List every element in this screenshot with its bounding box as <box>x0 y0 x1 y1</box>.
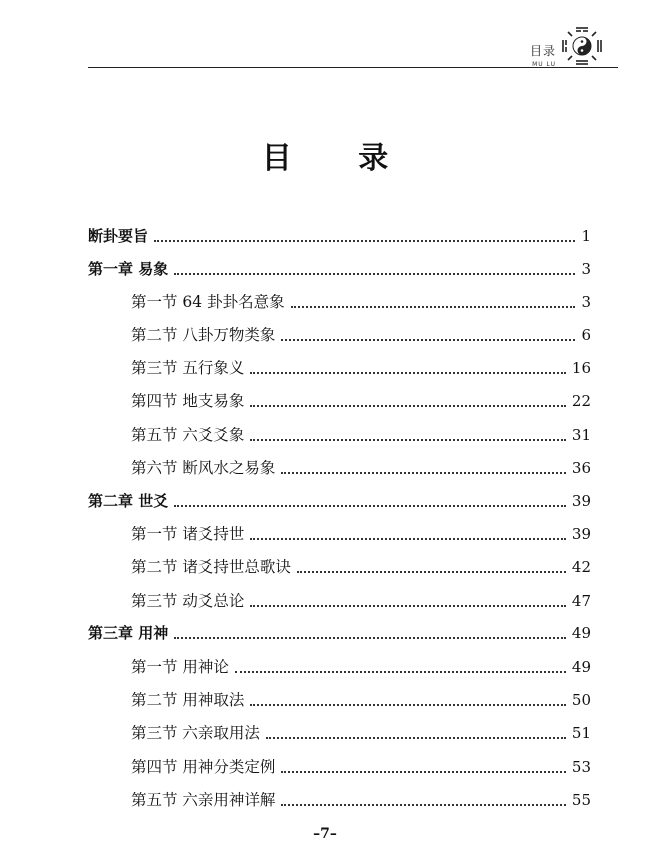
dot-leader <box>291 306 575 308</box>
header-text <box>530 42 556 68</box>
toc-entry-label: 第三节 六亲取用法 <box>131 724 260 742</box>
dot-leader <box>250 538 565 540</box>
toc-section-entry[interactable] <box>131 385 591 411</box>
toc-entry-page: 6 <box>581 326 591 344</box>
dot-leader <box>281 472 565 474</box>
toc-entry-label: 第六节 断风水之易象 <box>131 459 276 477</box>
toc-section-entry[interactable] <box>131 518 591 544</box>
dot-leader <box>250 439 565 441</box>
toc-entry-label: 第五节 六爻爻象 <box>131 426 245 444</box>
dot-leader <box>250 372 565 374</box>
toc-section-entry[interactable] <box>131 452 591 478</box>
toc-entry-label: 第一节 用神论 <box>131 658 229 676</box>
toc-entry-page: 16 <box>571 359 591 377</box>
toc-entry-label: 断卦要旨 <box>88 227 149 245</box>
toc-entry-label: 第四节 用神分类定例 <box>131 758 276 776</box>
toc-entry-label: 第一章 易象 <box>88 260 169 278</box>
toc-entry-label: 第二节 用神取法 <box>131 691 245 709</box>
toc-entry-page: 49 <box>571 624 591 642</box>
toc-entry-page: 36 <box>571 459 591 477</box>
toc-entry-label: 第二章 世爻 <box>88 492 169 510</box>
toc-section-entry[interactable] <box>131 419 591 445</box>
toc-entry-label: 第四节 地支易象 <box>131 392 245 410</box>
toc-entry-page: 31 <box>571 426 591 444</box>
page-number: –7– <box>313 826 337 842</box>
toc-entry-page: 50 <box>571 691 591 709</box>
dot-leader <box>174 505 566 507</box>
toc-entry-page: 49 <box>571 658 591 676</box>
running-header <box>88 20 618 70</box>
toc-chapter-entry[interactable] <box>88 485 591 511</box>
toc-section-entry[interactable] <box>131 717 591 743</box>
toc-entry-label: 第三章 用神 <box>88 624 169 642</box>
toc-entry-label: 第三节 动爻总论 <box>131 592 245 610</box>
toc-entry-page: 3 <box>581 293 591 311</box>
toc-section-entry[interactable] <box>131 551 591 577</box>
toc-entry-page: 39 <box>571 492 591 510</box>
toc-chapter-entry[interactable] <box>88 617 591 643</box>
toc-section-entry[interactable] <box>131 684 591 710</box>
toc-entry-page: 55 <box>571 791 591 809</box>
dot-leader <box>266 737 566 739</box>
dot-leader <box>154 240 575 242</box>
toc-entry-page: 42 <box>571 558 591 576</box>
dot-leader <box>281 771 565 773</box>
header-subtitle: MU LU <box>532 61 556 68</box>
dot-leader <box>250 704 565 706</box>
toc-entry-label: 第二节 八卦万物类象 <box>131 326 276 344</box>
toc-entry-page: 22 <box>571 392 591 410</box>
toc-entry-page: 53 <box>571 758 591 776</box>
toc-section-entry[interactable] <box>131 784 591 810</box>
toc-entry-page: 3 <box>581 260 591 278</box>
toc-chapter-entry[interactable] <box>88 253 591 279</box>
dot-leader <box>281 339 575 341</box>
toc-entry-page: 39 <box>571 525 591 543</box>
toc-section-entry[interactable] <box>131 585 591 611</box>
dot-leader <box>235 671 566 673</box>
toc-entry-page: 51 <box>571 724 591 742</box>
toc-entry-label: 第三节 五行象义 <box>131 359 245 377</box>
toc-entry-page: 1 <box>581 227 591 245</box>
toc-section-entry[interactable] <box>131 751 591 777</box>
dot-leader <box>297 571 566 573</box>
header-title: 目录 <box>529 44 556 58</box>
toc-section-entry[interactable] <box>131 352 591 378</box>
toc-section-entry[interactable] <box>131 651 591 677</box>
dot-leader <box>250 605 565 607</box>
page-title: 目 录 <box>261 141 417 176</box>
toc-section-entry[interactable] <box>131 286 591 312</box>
dot-leader <box>174 273 575 275</box>
toc-entry-label: 第五节 六亲用神详解 <box>131 791 276 809</box>
dot-leader <box>174 637 566 639</box>
dot-leader <box>281 804 565 806</box>
toc-top-entry[interactable] <box>88 220 591 246</box>
toc-entry-label: 第二节 诸爻持世总歌诀 <box>131 558 291 576</box>
dot-leader <box>250 405 565 407</box>
toc-entry-page: 47 <box>571 592 591 610</box>
toc-entry-label: 第一节 64 卦卦名意象 <box>131 293 285 311</box>
header-rule <box>88 67 618 68</box>
toc-entry-label: 第一节 诸爻持世 <box>131 525 245 543</box>
toc-section-entry[interactable] <box>131 319 591 345</box>
taiji-bagua-icon <box>560 24 604 68</box>
